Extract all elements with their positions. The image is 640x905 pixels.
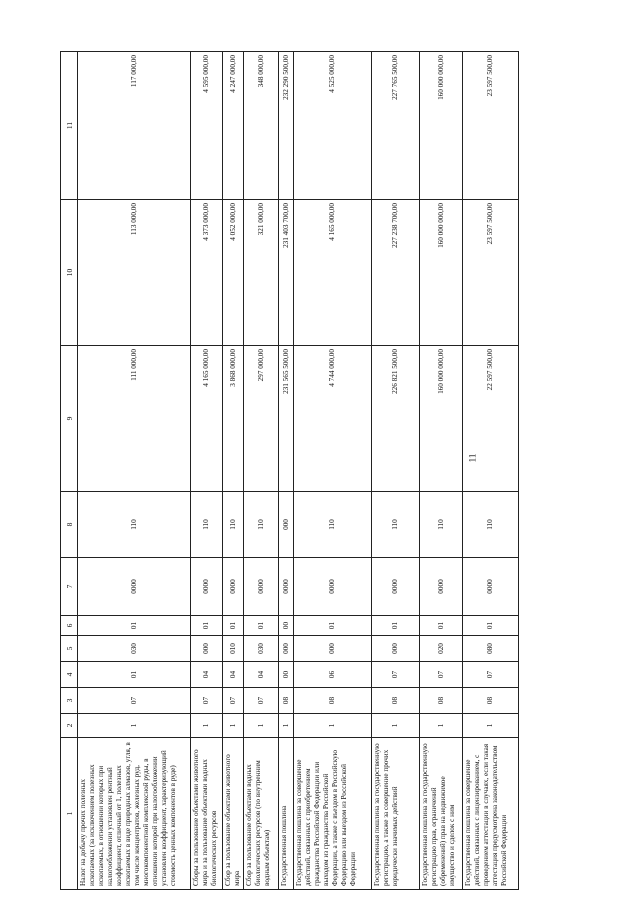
row-name: Сборы за пользование объектами животного мира и за пользование объектами водных биологических ресурсов <box>191 738 223 890</box>
cell-c11: 348 000,00 <box>244 52 279 200</box>
column-header: 3 <box>61 688 78 714</box>
cell-c10: 23 597 500,00 <box>463 200 519 346</box>
cell-c9: 4 165 000,00 <box>191 346 223 492</box>
row-name: Государственная пошлина за государственную регистрацию прав, ограничений (обременений) прав на недвижимое имущество и сделок с ним <box>420 738 463 890</box>
cell-c2: 1 <box>420 714 463 738</box>
column-header: 7 <box>61 558 78 616</box>
cell-c5: 080 <box>463 636 519 662</box>
cell-c7: 0000 <box>420 558 463 616</box>
row-name: Сбор за пользование объектами водных биологических ресурсов (по внутренним водным объектам) <box>244 738 279 890</box>
cell-c3: 07 <box>244 688 279 714</box>
column-header: 8 <box>61 492 78 558</box>
cell-c3: 08 <box>420 688 463 714</box>
cell-c6: 01 <box>223 616 244 636</box>
cell-c11: 117 000,00 <box>78 52 191 200</box>
cell-c2: 1 <box>463 714 519 738</box>
cell-c3: 07 <box>191 688 223 714</box>
cell-c5: 000 <box>372 636 420 662</box>
cell-c7: 0000 <box>294 558 372 616</box>
table-row <box>244 52 279 890</box>
table-row <box>372 52 420 890</box>
cell-c10: 160 000 000,00 <box>420 200 463 346</box>
cell-c11: 160 000 000,00 <box>420 52 463 200</box>
cell-c5: 000 <box>191 636 223 662</box>
column-header: 11 <box>61 52 78 200</box>
cell-c6: 01 <box>294 616 372 636</box>
cell-c2: 1 <box>372 714 420 738</box>
cell-c10: 227 238 700,00 <box>372 200 420 346</box>
cell-c4: 04 <box>244 662 279 688</box>
cell-c6: 01 <box>191 616 223 636</box>
document-page <box>60 52 582 890</box>
table-row <box>294 52 372 890</box>
cell-c2: 1 <box>244 714 279 738</box>
row-name: Налог на добычу прочих полезных ископаемых (за исключением полезных ископаемых, в отношении которых при налогообложении установлен рентный коэффициент, отличный от 1, полезных ископаемых в виде природных алмазов, угля, в том числе концентратов, железных руд, многокомпонентной комплексной руды, в отношении которой при налогообложении установлен коэффициент, характеризующий стоимость ценных компонентов в руде) <box>78 738 191 890</box>
cell-c6: 01 <box>244 616 279 636</box>
page-number: 11 <box>467 453 478 463</box>
cell-c3: 08 <box>372 688 420 714</box>
cell-c5: 000 <box>279 636 294 662</box>
cell-c4: 07 <box>372 662 420 688</box>
cell-c8: 110 <box>244 492 279 558</box>
cell-c8: 110 <box>372 492 420 558</box>
cell-c5: 020 <box>420 636 463 662</box>
cell-c6: 01 <box>420 616 463 636</box>
cell-c3: 08 <box>463 688 519 714</box>
cell-c9: 231 565 500,00 <box>279 346 294 492</box>
cell-c4: 04 <box>191 662 223 688</box>
table-header-row <box>61 52 78 890</box>
cell-c5: 010 <box>223 636 244 662</box>
column-header: 5 <box>61 636 78 662</box>
cell-c9: 160 000 000,00 <box>420 346 463 492</box>
cell-c10: 4 052 000,00 <box>223 200 244 346</box>
cell-c11: 4 595 000,00 <box>191 52 223 200</box>
table-row <box>78 52 191 890</box>
cell-c8: 110 <box>420 492 463 558</box>
row-name: Государственная пошлина за совершение действий, связанных с приобретением гражданства Российской Федерации или выходом из гражданства Российской Федерации, а также с въездом в Российскую Федерацию или выездом из Российской Федерации <box>294 738 372 890</box>
cell-c2: 1 <box>223 714 244 738</box>
cell-c7: 0000 <box>191 558 223 616</box>
cell-c8: 110 <box>223 492 244 558</box>
cell-c10: 4 373 000,00 <box>191 200 223 346</box>
cell-c11: 227 765 500,00 <box>372 52 420 200</box>
cell-c7: 0000 <box>279 558 294 616</box>
cell-c11: 23 597 500,00 <box>463 52 519 200</box>
column-header: 4 <box>61 662 78 688</box>
cell-c9: 111 000,00 <box>78 346 191 492</box>
cell-c3: 08 <box>279 688 294 714</box>
cell-c8: 110 <box>191 492 223 558</box>
cell-c10: 231 403 700,00 <box>279 200 294 346</box>
cell-c9: 3 868 000,00 <box>223 346 244 492</box>
row-name: Государственная пошлина <box>279 738 294 890</box>
row-name: Государственная пошлина за совершение действий, связанных с лицензированием, с проведением аттестации в случаях, если такая аттестация предусмотрена законодательством Российской Федерации <box>463 738 519 890</box>
cell-c9: 4 744 000,00 <box>294 346 372 492</box>
cell-c5: 000 <box>294 636 372 662</box>
cell-c2: 1 <box>191 714 223 738</box>
cell-c9: 226 821 500,00 <box>372 346 420 492</box>
cell-c3: 07 <box>223 688 244 714</box>
cell-c4: 07 <box>420 662 463 688</box>
cell-c7: 0000 <box>463 558 519 616</box>
cell-c9: 22 597 500,00 <box>463 346 519 492</box>
cell-c2: 1 <box>279 714 294 738</box>
cell-c7: 0000 <box>244 558 279 616</box>
cell-c6: 01 <box>463 616 519 636</box>
cell-c4: 07 <box>463 662 519 688</box>
cell-c10: 321 000,00 <box>244 200 279 346</box>
row-name: Государственная пошлина за государственную регистрацию, а также за совершение прочих юридически значимых действий <box>372 738 420 890</box>
cell-c4: 04 <box>223 662 244 688</box>
cell-c6: 00 <box>279 616 294 636</box>
column-header: 2 <box>61 714 78 738</box>
cell-c6: 01 <box>372 616 420 636</box>
budget-revenue-table <box>60 51 519 890</box>
cell-c8: 000 <box>279 492 294 558</box>
cell-c10: 4 165 000,00 <box>294 200 372 346</box>
cell-c7: 0000 <box>78 558 191 616</box>
row-name: Сбор за пользование объектами животного мира <box>223 738 244 890</box>
cell-c4: 06 <box>294 662 372 688</box>
cell-c4: 01 <box>78 662 191 688</box>
column-header: 6 <box>61 616 78 636</box>
cell-c5: 030 <box>244 636 279 662</box>
cell-c11: 4 525 000,00 <box>294 52 372 200</box>
cell-c3: 07 <box>78 688 191 714</box>
table-row <box>191 52 223 890</box>
column-header: 1 <box>61 738 78 890</box>
cell-c4: 00 <box>279 662 294 688</box>
cell-c2: 1 <box>294 714 372 738</box>
cell-c2: 1 <box>78 714 191 738</box>
cell-c10: 113 000,00 <box>78 200 191 346</box>
cell-c3: 08 <box>294 688 372 714</box>
cell-c7: 0000 <box>372 558 420 616</box>
table-row <box>223 52 244 890</box>
cell-c9: 297 000,00 <box>244 346 279 492</box>
cell-c11: 4 247 000,00 <box>223 52 244 200</box>
table-row <box>420 52 463 890</box>
table-row <box>463 52 519 890</box>
column-header: 10 <box>61 200 78 346</box>
cell-c8: 110 <box>463 492 519 558</box>
table-row <box>279 52 294 890</box>
cell-c11: 232 290 500,00 <box>279 52 294 200</box>
column-header: 9 <box>61 346 78 492</box>
cell-c7: 0000 <box>223 558 244 616</box>
cell-c8: 110 <box>294 492 372 558</box>
cell-c8: 110 <box>78 492 191 558</box>
cell-c5: 030 <box>78 636 191 662</box>
cell-c6: 01 <box>78 616 191 636</box>
